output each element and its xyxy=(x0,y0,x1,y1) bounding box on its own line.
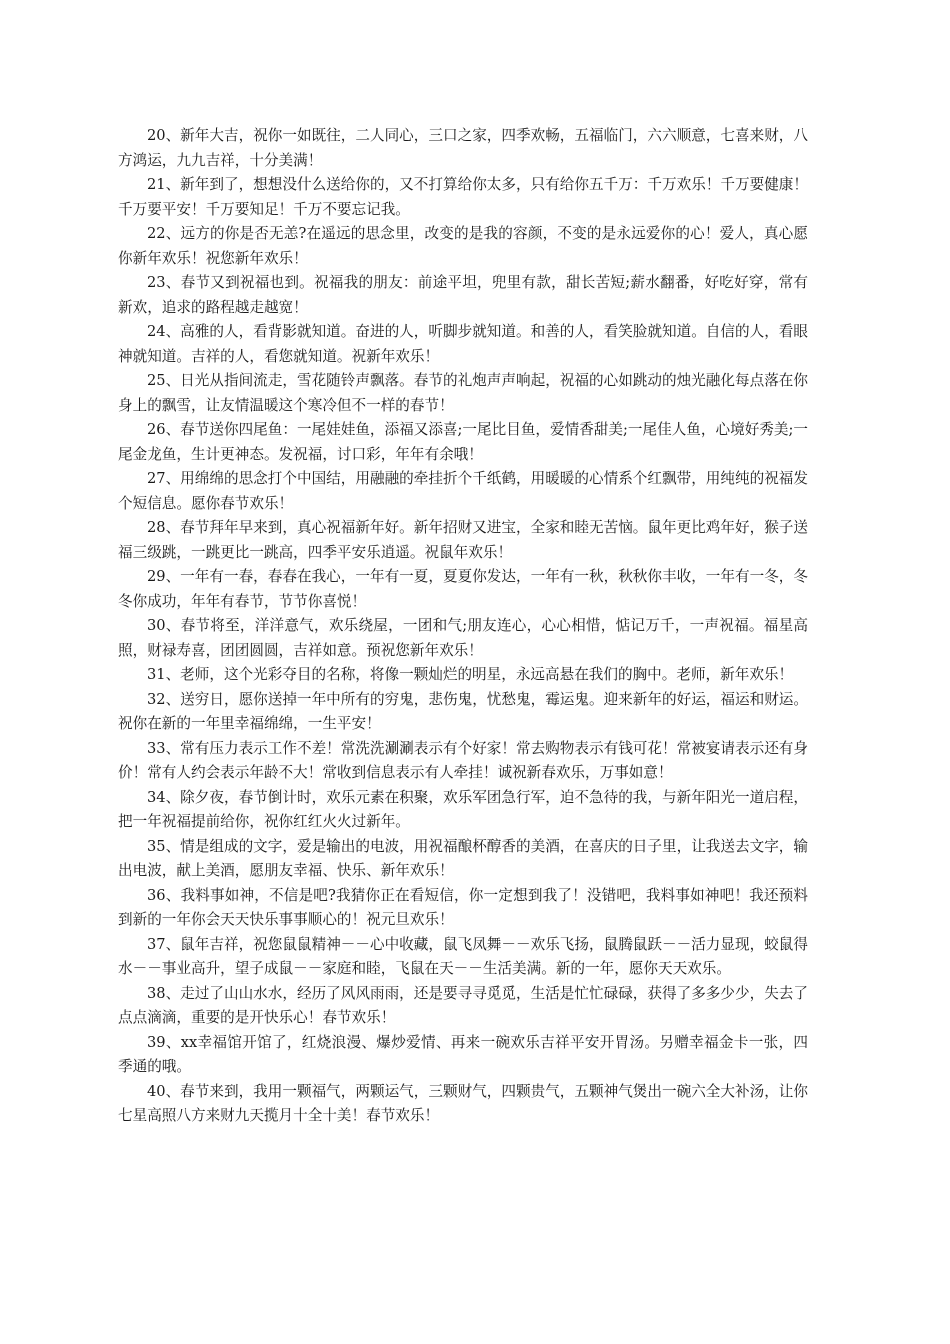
paragraph-33: 33、常有压力表示工作不差！常洗洗涮涮表示有个好家！常去购物表示有钱可花！常被宴请表示还有身价！常有人约会表示年龄不大！常收到信息表示有人牵挂！诚祝新春欢乐，万事如意！ xyxy=(118,739,808,781)
paragraph-29: 29、一年有一春，春春在我心，一年有一夏，夏夏你发达，一年有一秋，秋秋你丰收，一年有一冬，冬冬你成功，年年有春节，节节你喜悦！ xyxy=(118,568,808,610)
paragraph-27: 27、用绵绵的思念打个中国结，用融融的牵挂折个千纸鹤，用暖暖的心情系个红飘带，用纯纯的祝福发个短信息。愿你春节欢乐！ xyxy=(118,470,808,512)
paragraph-22: 22、远方的你是否无恙?在遥远的思念里，改变的是我的容颜，不变的是永远爱你的心！爱人，真心愿你新年欢乐！祝您新年欢乐！ xyxy=(118,225,808,267)
paragraph-35: 35、情是组成的文字，爱是输出的电波，用祝福酿杯醇香的美酒，在喜庆的日子里，让我送去文字，输出电波，献上美酒，愿朋友幸福、快乐、新年欢乐！ xyxy=(118,837,808,879)
paragraph-32: 32、送穷日，愿你送掉一年中所有的穷鬼，悲伤鬼，忧愁鬼，霉运鬼。迎来新年的好运，福运和财运。祝你在新的一年里幸福绵绵，一生平安！ xyxy=(118,690,808,732)
paragraph-26: 26、春节送你四尾鱼：一尾娃娃鱼，添福又添喜;一尾比目鱼，爱情香甜美;一尾佳人鱼，心境好秀美;一尾金龙鱼，生计更神态。发祝福，讨口彩，年年有余哦！ xyxy=(118,421,808,463)
paragraph-39: 39、xx幸福馆开馆了，红烧浪漫、爆炒爱情、再来一碗欢乐吉祥平安开胃汤。另赠幸福金卡一张，四季通的哦。 xyxy=(118,1033,808,1075)
paragraph-21: 21、新年到了，想想没什么送给你的，又不打算给你太多，只有给你五千万：千万欢乐！千万要健康！千万要平安！千万要知足！千万不要忘记我。 xyxy=(118,176,808,218)
paragraph-40: 40、春节来到，我用一颗福气，两颗运气，三颗财气，四颗贵气，五颗神气煲出一碗六全大补汤，让你七星高照八方来财九天揽月十全十美！春节欢乐！ xyxy=(118,1082,808,1124)
paragraph-20: 20、新年大吉，祝你一如既往，二人同心，三口之家，四季欢畅，五福临门，六六顺意，七喜来财，八方鸿运，九九吉祥，十分美满！ xyxy=(118,127,808,169)
paragraph-38: 38、走过了山山水水，经历了风风雨雨，还是要寻寻觅觅，生活是忙忙碌碌，获得了多多少少，失去了点点滴滴，重要的是开快乐心！春节欢乐！ xyxy=(118,984,808,1026)
document-body xyxy=(118,124,808,1129)
paragraph-31: 31、老师，这个光彩夺目的名称，将像一颗灿烂的明星，永远高悬在我们的胸中。老师，新年欢乐！ xyxy=(147,666,794,683)
paragraph-30: 30、春节将至，洋洋意气，欢乐绕屋，一团和气;朋友连心，心心相惜，惦记万千，一声祝福。福星高照，财禄寿喜，团团圆圆，吉祥如意。预祝您新年欢乐！ xyxy=(118,617,808,659)
paragraph-34: 34、除夕夜，春节倒计时，欢乐元素在积聚，欢乐军团急行军，迫不急待的我，与新年阳光一道启程，把一年祝福提前给你，祝你红红火火过新年。 xyxy=(118,788,808,830)
paragraph-25: 25、日光从指间流走，雪花随铃声飘落。春节的礼炮声声响起，祝福的心如跳动的烛光融化每点落在你身上的飘雪，让友情温暖这个寒冷但不一样的春节！ xyxy=(118,372,808,414)
paragraph-24: 24、高雅的人，看背影就知道。奋进的人，听脚步就知道。和善的人，看笑脸就知道。自信的人，看眼神就知道。吉祥的人，看您就知道。祝新年欢乐！ xyxy=(118,323,808,365)
paragraph-37: 37、鼠年吉祥，祝您鼠鼠精神－－心中收藏，鼠飞凤舞－－欢乐飞扬，鼠腾鼠跃－－活力显现，蛟鼠得水－－事业高升，望子成鼠－－家庭和睦，飞鼠在天－－生活美满。新的一年，愿你天天欢乐。 xyxy=(118,935,808,977)
paragraph-23: 23、春节又到祝福也到。祝福我的朋友：前途平坦，兜里有款，甜长苦短;薪水翻番，好吃好穿，常有新欢，追求的路程越走越宽！ xyxy=(118,274,808,316)
paragraph-28: 28、春节拜年早来到，真心祝福新年好。新年招财又进宝，全家和睦无苦恼。鼠年更比鸡年好，猴子送福三级跳，一跳更比一跳高，四季平安乐逍遥。祝鼠年欢乐！ xyxy=(118,519,808,561)
paragraph-36: 36、我料事如神，不信是吧?我猜你正在看短信，你一定想到我了！没错吧，我料事如神吧！我还预料到新的一年你会天天快乐事事顺心的！祝元旦欢乐！ xyxy=(118,886,808,928)
